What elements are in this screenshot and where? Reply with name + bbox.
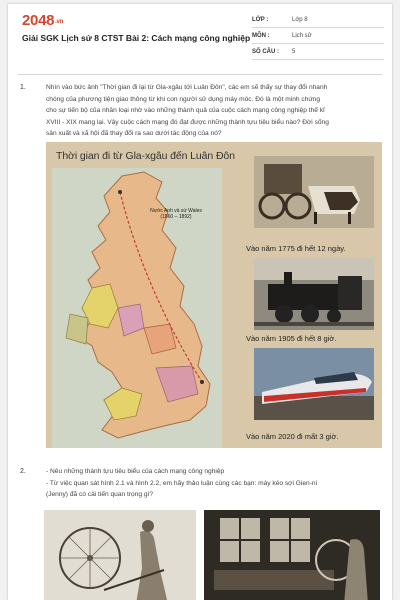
question-line: Nhìn vào bức ảnh "Thời gian đi lại từ Gla-xgâu tới Luân Đôn", các em sẽ thấy sự thay đổi nhanh [46, 84, 328, 91]
document-page [8, 4, 392, 600]
header-divider [18, 74, 382, 75]
map-label-line: Nước Anh và xứ Wales [150, 208, 202, 214]
steam-train-image [254, 258, 374, 330]
info-row-subject [252, 28, 384, 44]
site-logo[interactable] [22, 12, 63, 29]
logo-suffix: .vn [55, 19, 63, 25]
spinning-jenny-image [204, 510, 380, 600]
caption-1905: Vào năm 1905 đi hết 8 giờ. [246, 334, 337, 343]
illustration-title: Thời gian đi từ Gla-xgâu đến Luân Đôn [56, 150, 235, 162]
info-value: Lớp 8 [292, 17, 308, 23]
page-title: Giải SGK Lịch sử 8 CTST Bài 2: Cách mạng công nghiệp [22, 33, 251, 43]
logo-text: 2048 [22, 12, 55, 29]
question-line: XVIII - XIX mang lại. Vậy cuộc cách mạng đó đạt được những thành tựu tiêu biểu nào? Đời sống [46, 118, 329, 126]
info-table [252, 12, 384, 60]
question-line: chóng của phương tiện giao thông từ khi con người sử dụng máy móc. Đó là một minh chứng [46, 95, 321, 103]
info-label: LỚP : [252, 17, 269, 23]
caption-2020: Vào năm 2020 đi mất 3 giờ. [246, 432, 339, 441]
info-row-class [252, 12, 384, 28]
question-line: - Nêu những thành tựu tiêu biểu của cách mạng công nghiệp [46, 468, 225, 475]
caption-1775: Vào năm 1775 đi hết 12 ngày. [246, 244, 346, 253]
travel-time-illustration [46, 142, 382, 448]
question-number: 1. [20, 84, 26, 91]
high-speed-train-image [254, 348, 374, 420]
info-value: 5 [292, 49, 296, 55]
spinning-wheel-image [44, 510, 196, 600]
question-1-text [46, 82, 386, 140]
map-label-line: (1860 – 1892) [160, 214, 192, 220]
info-label: MÔN : [252, 33, 270, 39]
question-number: 2. [20, 468, 26, 475]
info-value: Lịch sử [292, 33, 312, 39]
map-label [144, 208, 208, 220]
question-line: - Từ việc quan sát hình 2.1 và hình 2.2, em hãy thảo luận cùng các bạn: máy kéo sợi Gien-ni [46, 479, 318, 487]
question-line: sản xuất và xã hội đã thay đổi ra sao dưới tác động của nó? [46, 130, 222, 138]
question-line: cho sự tiến bộ của nhân loại nhờ vào những thành quả của cuộc cách mạng công nghiệp thế kỉ [46, 107, 325, 115]
info-row-count [252, 44, 384, 60]
question-line: (Jenny) đã có cải tiến quan trọng gì? [46, 491, 154, 499]
horse-carriage-image [254, 156, 374, 228]
document-header [8, 4, 392, 70]
info-label: SỐ CÂU : [252, 49, 279, 55]
question-2-text [46, 466, 386, 501]
